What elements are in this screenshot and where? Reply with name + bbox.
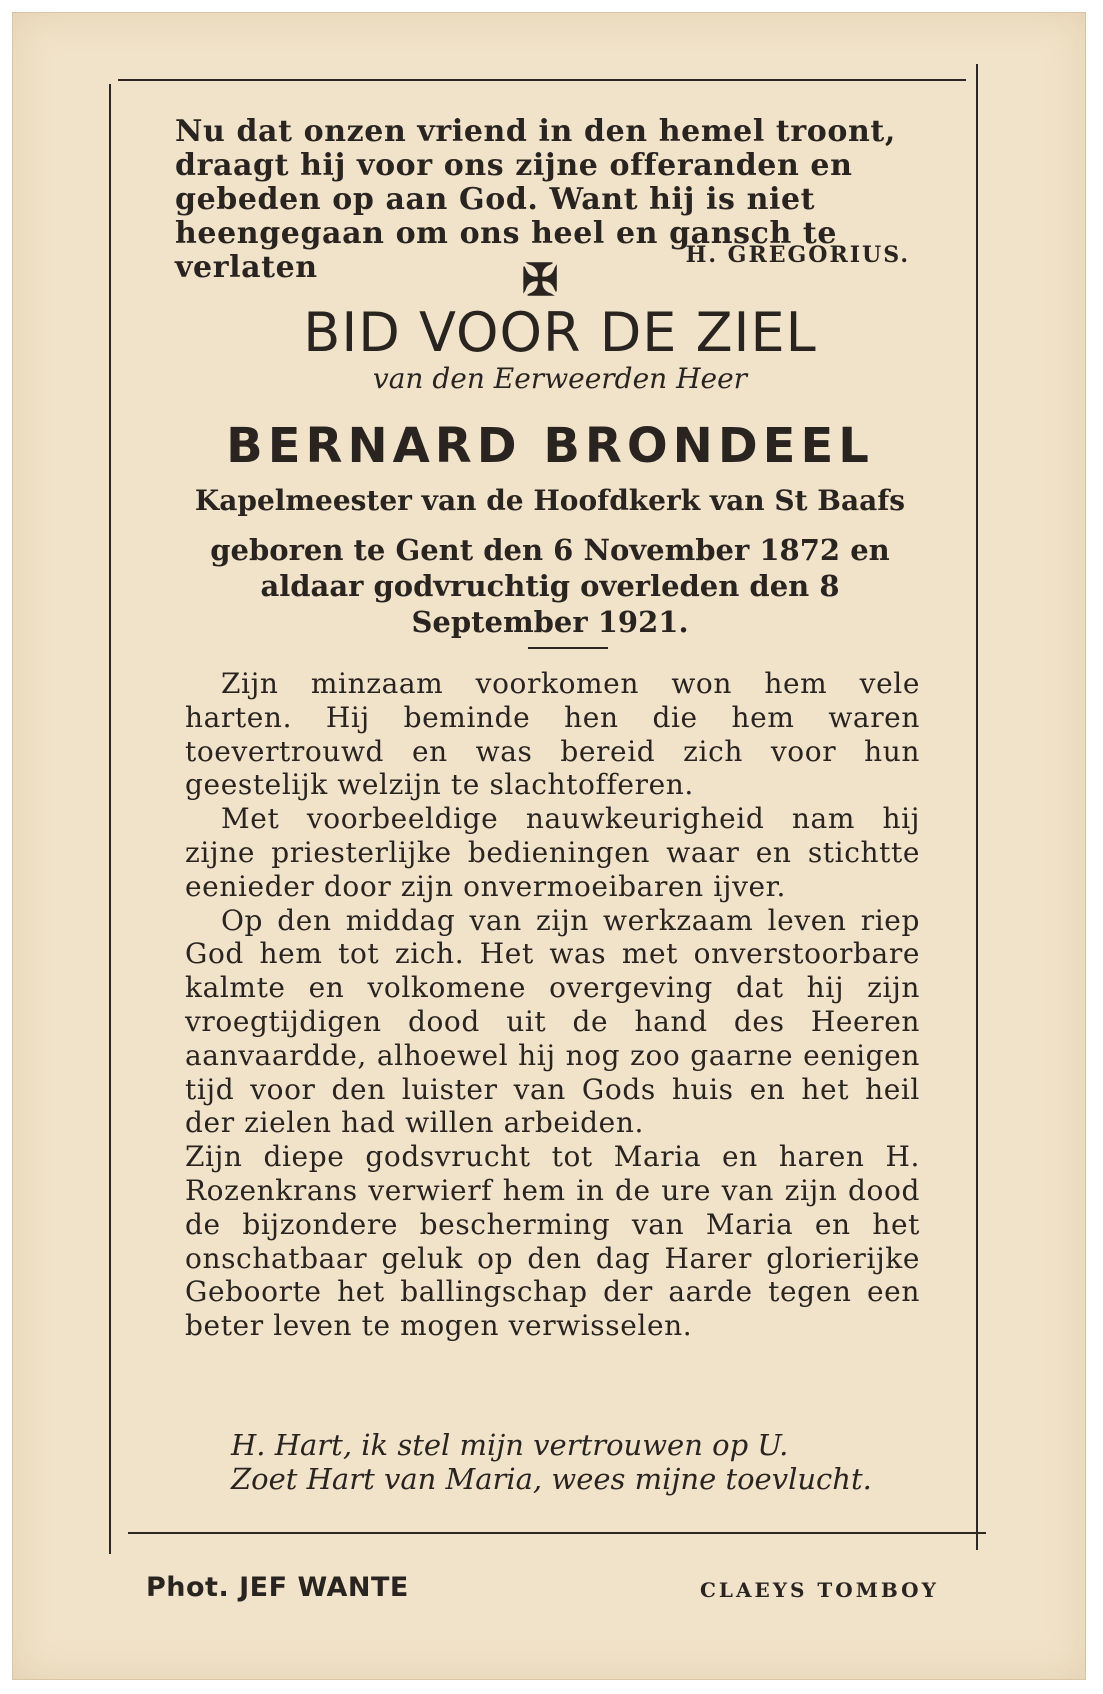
left-border-line [109,84,111,1554]
card-subtitle: van den Eerweerden Heer [372,362,748,395]
prayers [195,1428,920,1496]
biography-paragraph: Zijn minzaam voorkomen won hem vele harten. Hij beminde hen die hem waren toevertrouwd en was bereid zich voor hun geestelijk welzijn te slachtofferen. [185,667,920,802]
quote-attribution: H. GREGORIUS. [685,242,910,268]
bottom-border-line [128,1532,986,1534]
biography-paragraph: Zijn diepe godsvrucht tot Maria en haren H. Rozenkrans verwierf hem in de ure van zijn dood de bijzondere bescherming van Maria en het onschatbaar geluk op den dag Harer glorierijke Geboorte het ballingschap der aarde tegen een beter leven te mogen verwisselen. [185,1140,920,1343]
cross-icon: ✠ [521,255,559,306]
opening-quote: Nu dat onzen vriend in den hemel troont, draagt hij voor ons zijne offeranden en gebeden op aan God. Want hij is niet heengegaan om ons heel en gansch te verlaten [175,114,896,285]
prayer-line: H. Hart, ik stel mijn vertrouwen op U. [231,1428,789,1462]
prayer-line: Zoet Hart van Maria, wees mijne toevlucht. [231,1462,872,1496]
biography-paragraph: Met voorbeeldige nauwkeurigheid nam hij zijne priesterlijke bedieningen waar en stichtte eenieder door zijn onvermoeibaren ijver. [185,802,920,903]
birth-death-dates: geboren te Gent den 6 November 1872 en aldaar godvruchtig overleden den 8 September 1921. [210,533,890,639]
section-divider [528,647,608,649]
right-border-line [976,64,978,1550]
biography [185,667,920,1343]
deceased-name: BERNARD BRONDEEL [226,418,874,474]
card-title: BID VOOR DE ZIEL [303,301,817,364]
biography-paragraph: Op den middag van zijn werkzaam leven riep God hem tot zich. Het was met onverstoorbare kalmte en volkomene overgeving dat hij zijn vroegtijdigen dood uit de hand des Heeren aanvaardde, alhoewel hij nog zoo gaarne eenigen tijd voor den luister van Gods huis en het heil der zielen had willen arbeiden. [185,903,920,1140]
top-border-line [118,79,966,81]
photographer-credit: Phot. JEF WANTE [146,1572,409,1603]
deceased-role: Kapelmeester van de Hoofdkerk van St Baafs [194,484,906,517]
printer-credit: CLAEYS TOMBOY [700,1578,939,1602]
